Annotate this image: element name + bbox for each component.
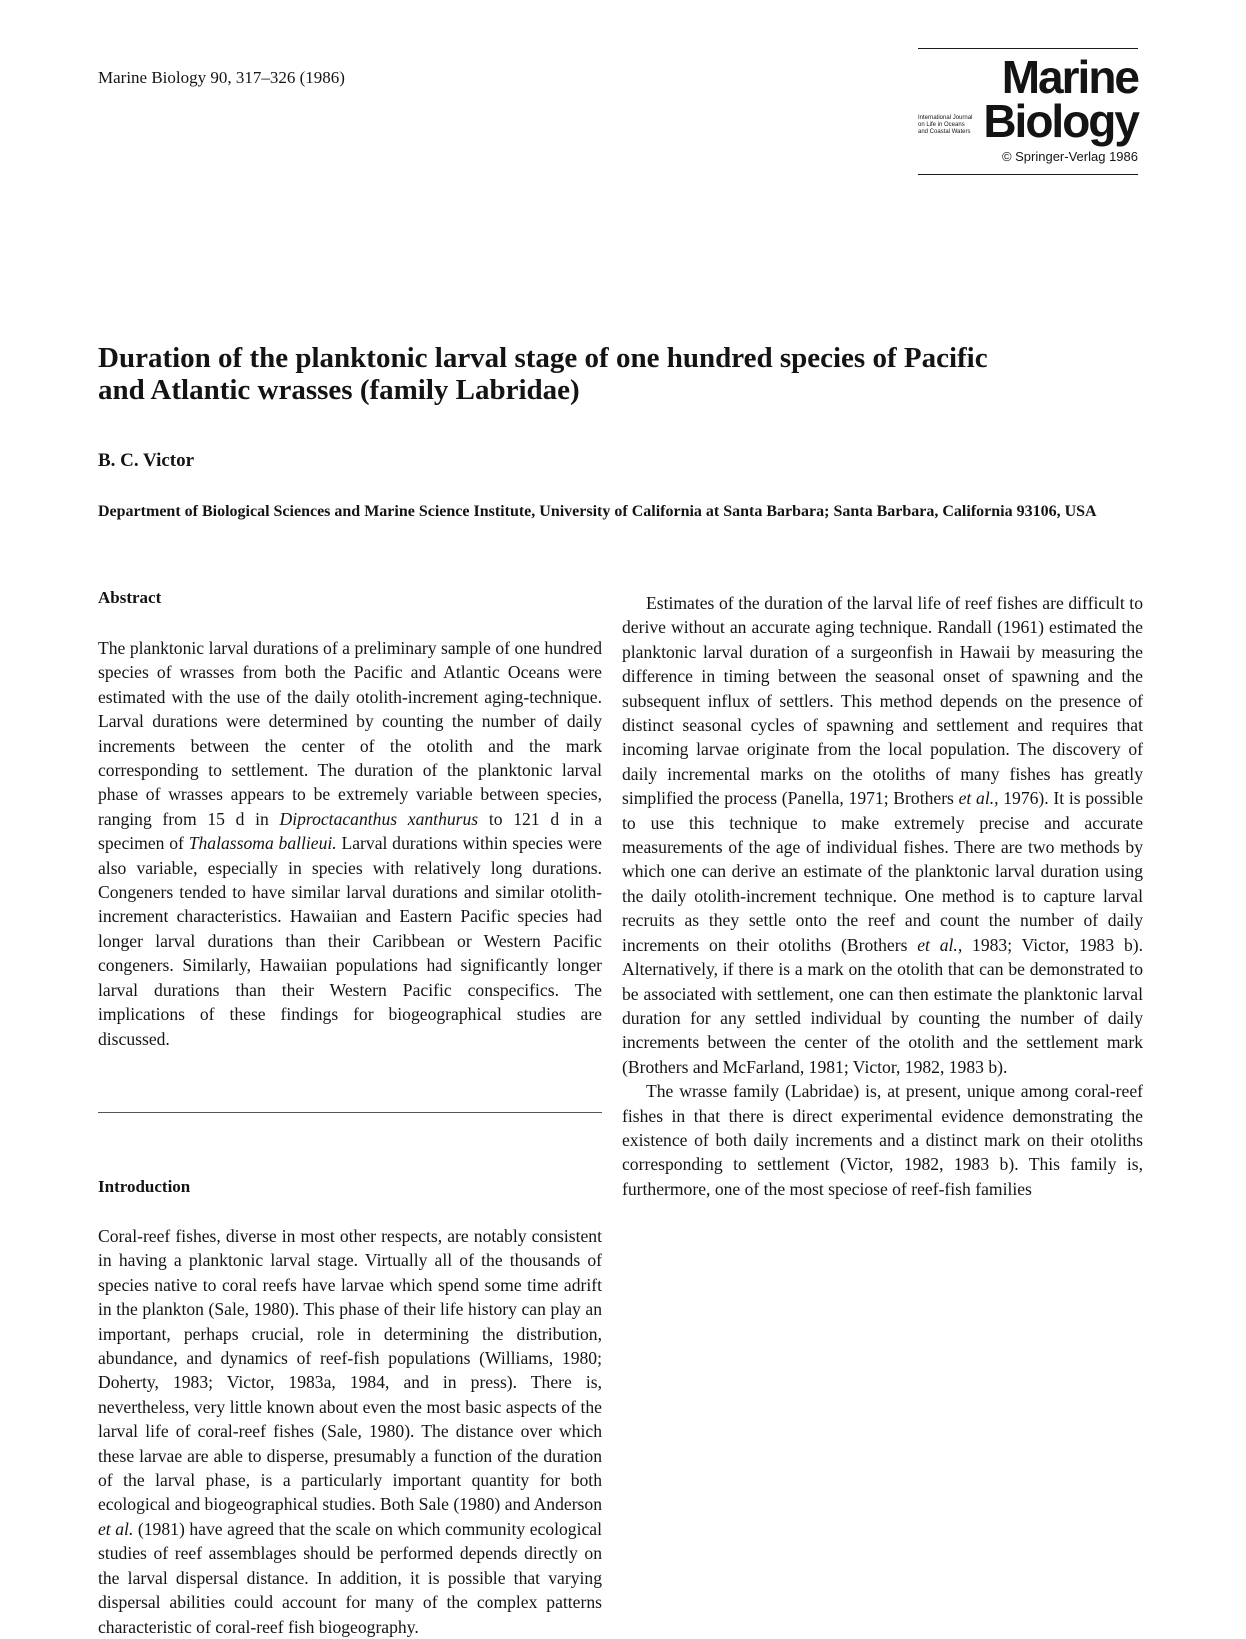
abstract-part: to 121 d in a specimen of: [98, 808, 603, 854]
species-name: Thalassoma ballieui.: [188, 833, 337, 854]
tagline-line: on Life in Oceans: [918, 122, 965, 128]
introduction-text-left: [98, 1224, 602, 1639]
abstract-part: The planktonic larval durations of a preliminary sample of one hundred species of wrasses from both the Pacific and Atlantic Oceans were estimated with the use of the daily otolith-increment aging-technique. Larval durations were determined by counting the number of daily increments between the center of the otolith and the mark corresponding to settlement. The duration of the planktonic larval phase of wrasses appears to be extremely variable between species, ranging from 15 d in: [98, 638, 602, 829]
title-line-1: Duration of the planktonic larval stage of one hundred species of Pacific: [98, 342, 988, 374]
paragraph: The wrasse family (Labridae) is, at present, unique among coral-reef fishes in that there is direct experimental evidence demonstrating the existence of both daily increments and a distinct mark on their otoliths corresponding to settlement (Victor, 1982, 1983 b). This family is, furthermore, one of the most speciose of reef-fish families: [622, 1081, 1143, 1199]
introduction-heading: Introduction: [98, 1177, 191, 1196]
paragraph-text: 1976). It is possible to use this technique to make extremely precise and accurate measurements of the age of individual fishes. There are two methods by which one can derive an estimate of the planktonic larval duration using the daily otolith-increment technique. One method is to capture larval recruits as they settle onto the reef and count the number of daily increments on their otoliths (Brothers: [622, 788, 1143, 955]
tagline-line: and Coastal Waters: [918, 129, 971, 135]
citation-etal: et al.,: [917, 934, 963, 955]
paragraph-text: (1981) have agreed that the scale on which community ecological studies of reef assemblages should be performed depends directly on the larval dispersal distance. In addition, it is possible that varying dispersal abilities could account for many of the complex patterns characteristic of coral-reef fish biogeography.: [98, 1518, 602, 1637]
citation-etal: et al.: [98, 1518, 134, 1539]
masthead-rule-bottom: [918, 174, 1138, 175]
author-name: B. C. Victor: [98, 450, 195, 471]
introduction-text-right: [622, 591, 1143, 1201]
paragraph-text: Estimates of the duration of the larval life of reef fishes are difficult to derive without an accurate aging technique. Randall (1961) estimated the planktonic larval duration of a surgeonfish in Hawaii by measuring the difference in timing between the seasonal onset of spawning and the subsequent influx of settlers. This method depends on the presence of distinct seasonal cycles of spawning and settlement and requires that incoming larvae originate from the local population. The discovery of daily incremental marks on the otoliths of many fishes has greatly simplified the process (Panella, 1971; Brothers: [622, 593, 1143, 809]
paragraph: [622, 591, 1143, 1079]
abstract-text: [98, 636, 602, 1051]
author-affiliation: Department of Biological Sciences and Marine Science Institute, University of California at Santa Barbara; Santa Barbara, California 93106, USA: [98, 503, 1097, 520]
journal-logo-marine: Marine: [1001, 51, 1138, 103]
abstract-part: Larval durations within species were also variable, especially in species with relatively long durations. Congeners tended to have similar larval durations and similar otolith-increment characteristics. Hawaiian and Eastern Pacific species had longer larval durations than their Caribbean or Western Pacific congeners. Similarly, Hawaiian populations had significantly longer larval durations than their Western Pacific conspecifics. The implications of these findings for biogeographical studies are discussed.: [98, 833, 602, 1049]
section-divider: [98, 1112, 602, 1113]
paragraph-text: 1983; Victor, 1983 b). Alternatively, if there is a mark on the otolith that can be demonstrated to be associated with settlement, one can then estimate the planktonic larval duration for any settled individual by counting the number of daily increments between the center of the otolith and the settlement mark (Brothers and McFarland, 1981; Victor, 1982, 1983 b).: [622, 934, 1143, 1077]
journal-tagline: [918, 115, 990, 136]
paragraph-text: Coral-reef fishes, diverse in most other respects, are notably consistent in having a planktonic larval stage. Virtually all of the thousands of species native to coral reefs have larvae which spend some time adrift in the plankton (Sale, 1980). This phase of their life history can play an important, perhaps crucial, role in determining the distribution, abundance, and dynamics of reef-fish populations (Williams, 1980; Doherty, 1983; Victor, 1983a, 1984, and in press). There is, nevertheless, very little known about even the most basic aspects of the larval life of coral-reef fishes (Sale, 1980). The distance over which these larvae are able to disperse, presumably a function of the duration of the larval phase, is a particularly important quantity for both ecological and biogeographical studies. Both Sale (1980) and Anderson: [98, 1226, 602, 1515]
copyright-notice: © Springer-Verlag 1986: [1001, 149, 1138, 164]
citation-etal: et al.,: [958, 788, 999, 809]
abstract-heading: Abstract: [98, 588, 162, 607]
journal-logo-biology: Biology: [983, 95, 1138, 147]
paragraph: [98, 1224, 602, 1639]
tagline-line: International Journal: [918, 115, 973, 121]
title-line-2: and Atlantic wrasses (family Labridae): [98, 374, 580, 406]
paper-title: [98, 342, 1058, 406]
running-head: Marine Biology 90, 317–326 (1986): [98, 68, 345, 87]
species-name: Diproctacanthus xanthurus: [279, 808, 479, 829]
journal-masthead: [918, 48, 1138, 175]
masthead-rule-top: [918, 48, 1138, 49]
